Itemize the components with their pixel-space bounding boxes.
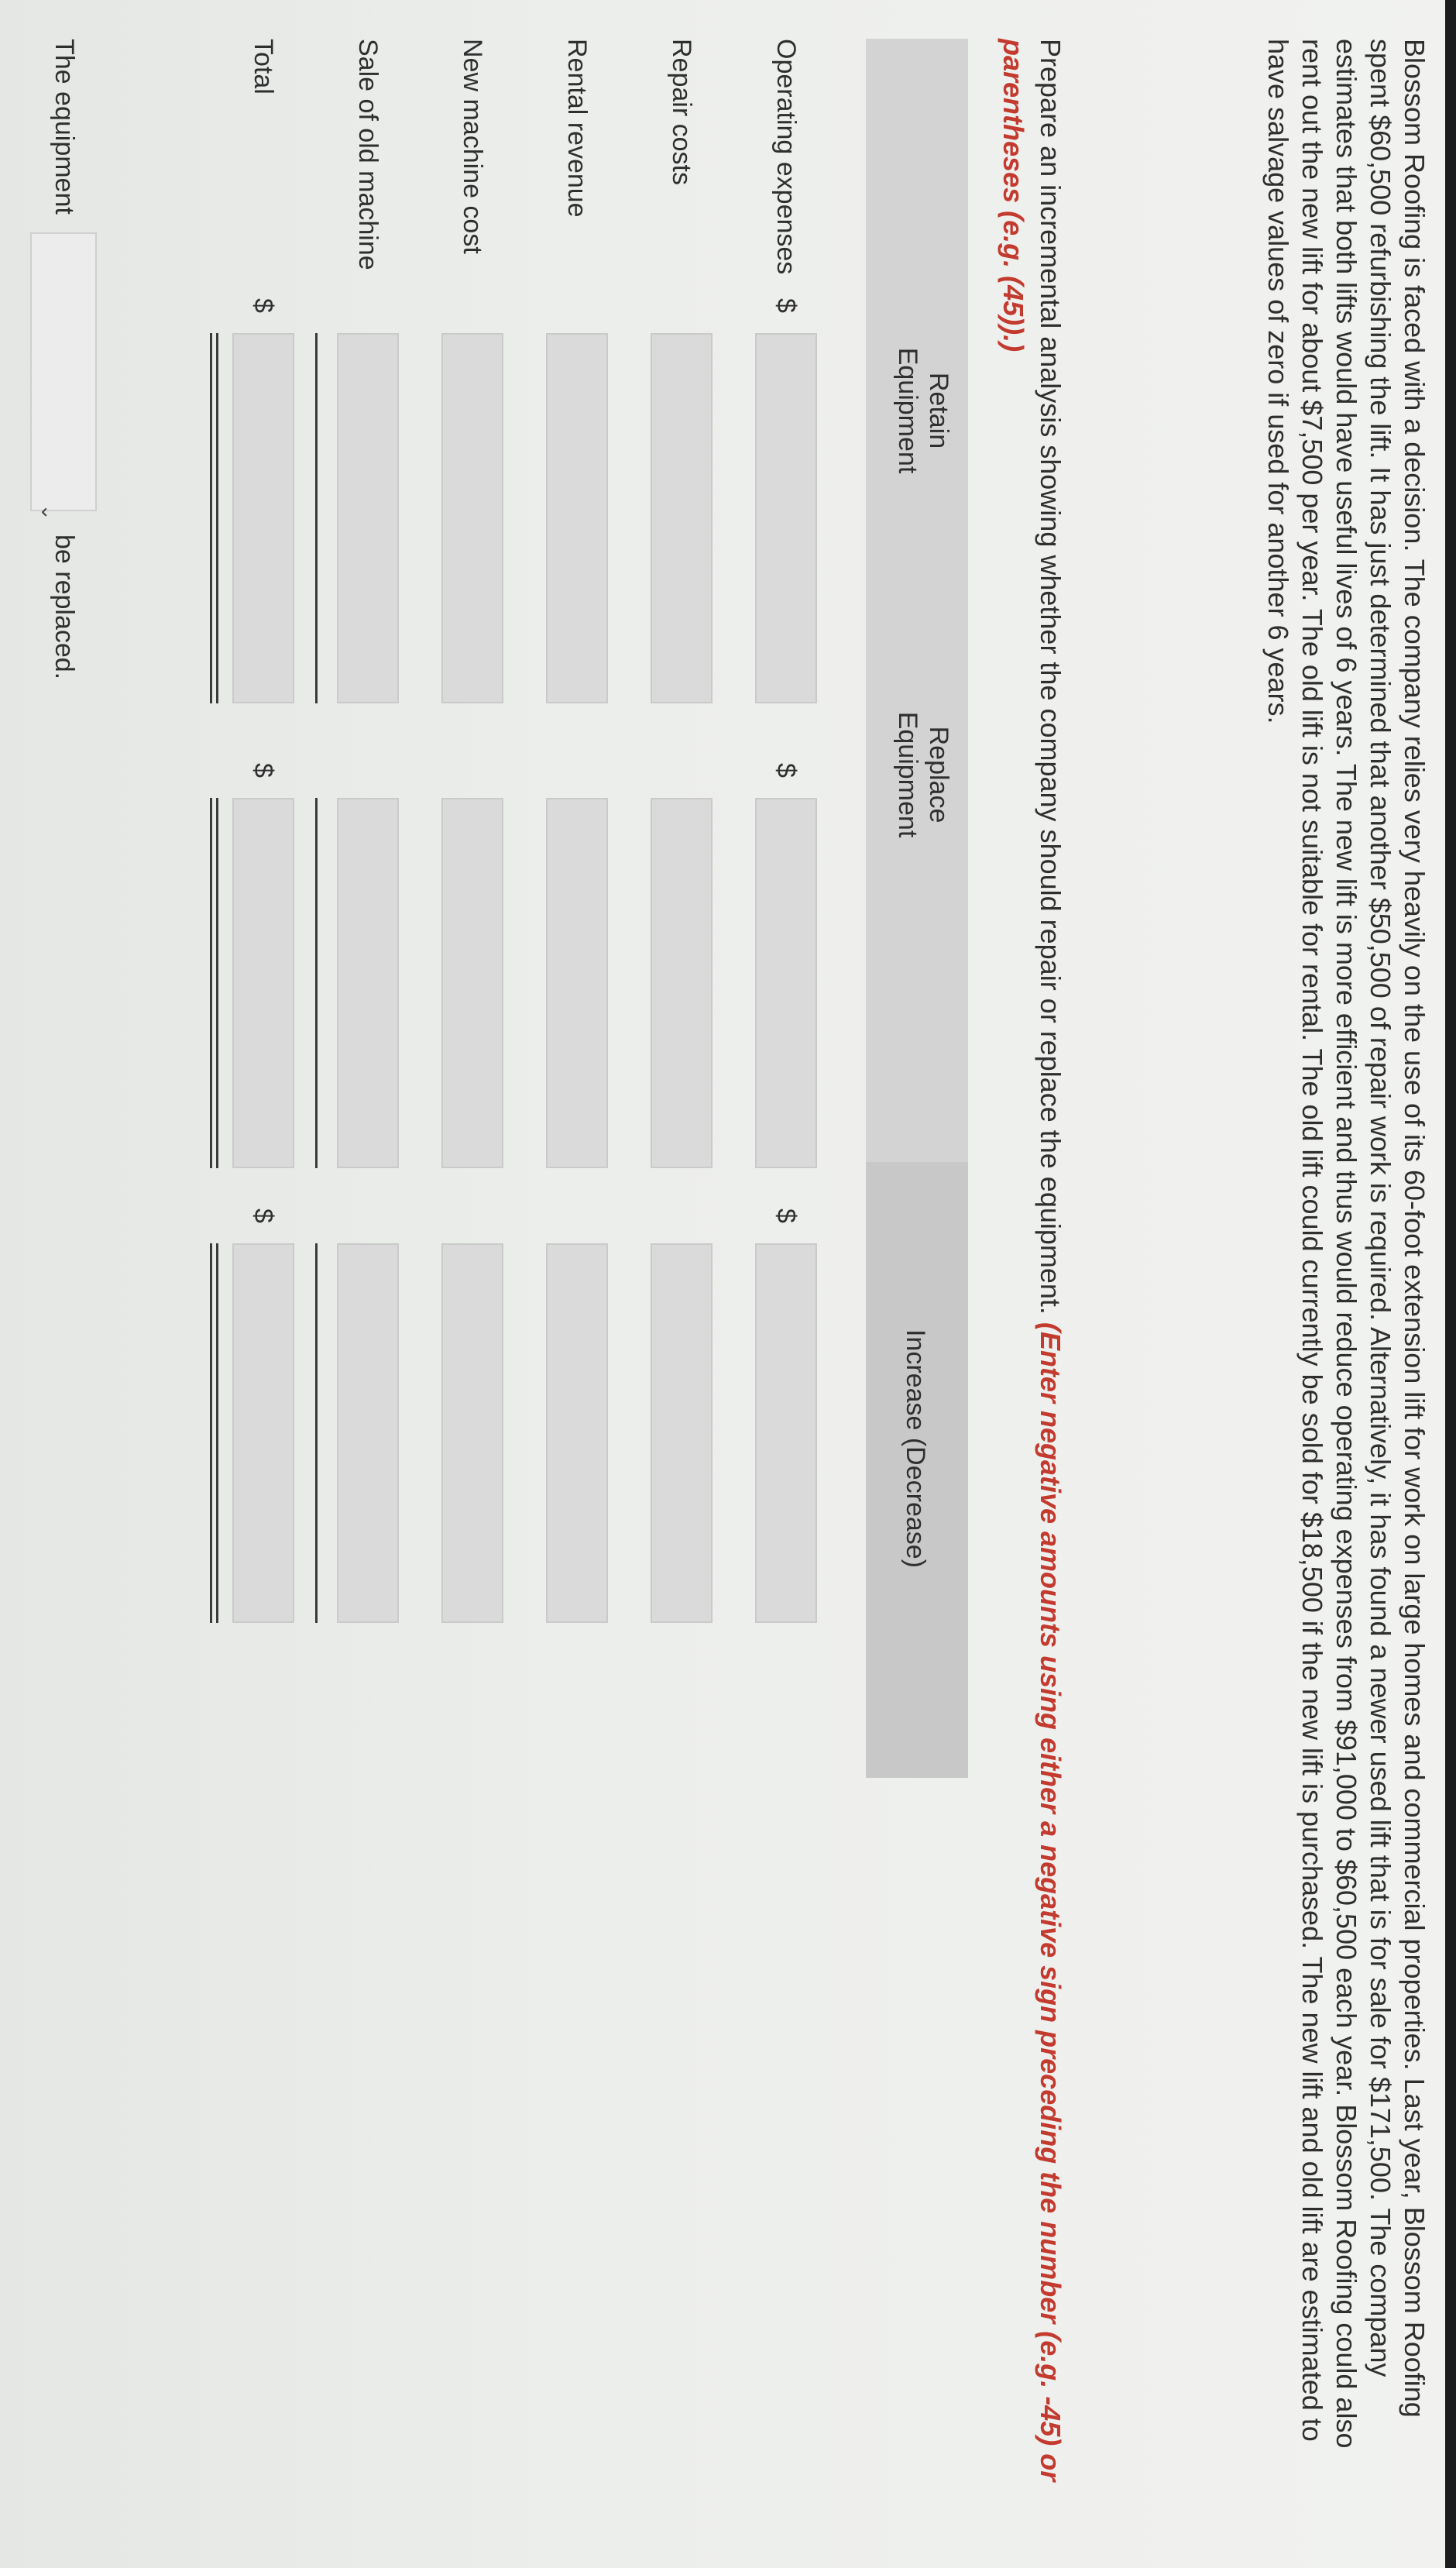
operating-expenses-replace-input[interactable] — [755, 798, 817, 1168]
total-double-rule — [210, 333, 212, 703]
total-replace-input[interactable] — [232, 798, 294, 1168]
dollar-sign: $ — [771, 298, 801, 313]
conclusion-suffix: be replaced. — [50, 535, 79, 680]
total-double-rule — [216, 1243, 218, 1623]
dollar-sign: $ — [249, 763, 278, 778]
column-header-retain-line2: Equipment — [893, 347, 922, 474]
chevron-down-icon: ⌄ — [37, 504, 60, 521]
problem-statement: Blossom Roofing is faced with a decision. The company relies very heavily on the use of its 60-foot extension lift for work on large homes and commercial properties. Last year, Blossom Roofing spent $60,500 refurbishing the lift. It has just determined that another $50,500 of repair work is required. Alternatively, it has found a newer used lift that is for sale for $171,500. The company estimates that both lifts would have useful lives of 6 years. The new lift is more efficient and thus would reduce operating expenses from $91,000 to $60,500 each year. Blossom Roofing could also rent out the new lift for about $7,500 per year. The old lift is not suitable for rental. The old lift could currently be sold for $18,500 if the new lift is purchased. The new lift and old lift are estimated to have salvage values of zero if used for another 6 years. — [1262, 39, 1430, 2449]
row-label-rental-revenue: Rental revenue — [562, 39, 592, 218]
row-label-sale-of-old-machine: Sale of old machine — [353, 39, 383, 270]
total-retain-input[interactable] — [232, 333, 294, 703]
rental-revenue-retain-input[interactable] — [546, 333, 608, 703]
new-machine-cost-replace-input[interactable] — [441, 798, 503, 1168]
sale-of-old-machine-replace-input[interactable] — [337, 798, 399, 1168]
column-header-increase: Increase (Decrease) — [901, 1329, 930, 1568]
dollar-sign: $ — [249, 298, 278, 313]
instruction-note: (Enter negative amounts using either a negative sign preceding the number (e.g. -45) or parentheses (e.g. (45)).) — [998, 39, 1066, 2482]
repair-costs-retain-input[interactable] — [651, 333, 713, 703]
total-rule — [315, 798, 318, 1168]
row-label-new-machine-cost: New machine cost — [458, 39, 487, 254]
column-header-replace — [892, 589, 954, 961]
instruction — [994, 39, 1069, 2518]
column-header-retain — [892, 232, 954, 589]
new-machine-cost-retain-input[interactable] — [441, 333, 503, 703]
screen-top-edge — [1445, 0, 1456, 2568]
rental-revenue-replace-input[interactable] — [546, 798, 608, 1168]
operating-expenses-increase-input[interactable] — [755, 1243, 817, 1623]
dollar-sign: $ — [771, 1208, 801, 1223]
new-machine-cost-increase-input[interactable] — [441, 1243, 503, 1623]
should-should-not-dropdown[interactable] — [30, 232, 97, 521]
total-increase-input[interactable] — [232, 1243, 294, 1623]
total-rule — [315, 1243, 318, 1623]
column-header-replace-line2: Equipment — [893, 711, 922, 838]
column-header-retain-line1: Retain — [924, 372, 953, 449]
dollar-sign: $ — [249, 1208, 278, 1223]
column-header-replace-line1: Replace — [924, 726, 953, 823]
instruction-text: Prepare an incremental analysis showing whether the company should repair or replace the equipment. — [1035, 39, 1066, 1315]
row-label-operating-expenses: Operating expenses — [771, 39, 801, 275]
sale-of-old-machine-retain-input[interactable] — [337, 333, 399, 703]
total-double-rule — [210, 798, 212, 1168]
total-double-rule — [216, 798, 218, 1168]
row-label-repair-costs: Repair costs — [667, 39, 696, 185]
row-label-total: Total — [249, 39, 278, 95]
rental-revenue-increase-input[interactable] — [546, 1243, 608, 1623]
total-double-rule — [216, 333, 218, 703]
total-double-rule — [210, 1243, 212, 1623]
repair-costs-increase-input[interactable] — [651, 1243, 713, 1623]
operating-expenses-retain-input[interactable] — [755, 333, 817, 703]
total-rule — [315, 333, 318, 703]
repair-costs-replace-input[interactable] — [651, 798, 713, 1168]
conclusion-label: The equipment — [50, 39, 79, 215]
dollar-sign: $ — [771, 763, 801, 778]
sale-of-old-machine-increase-input[interactable] — [337, 1243, 399, 1623]
